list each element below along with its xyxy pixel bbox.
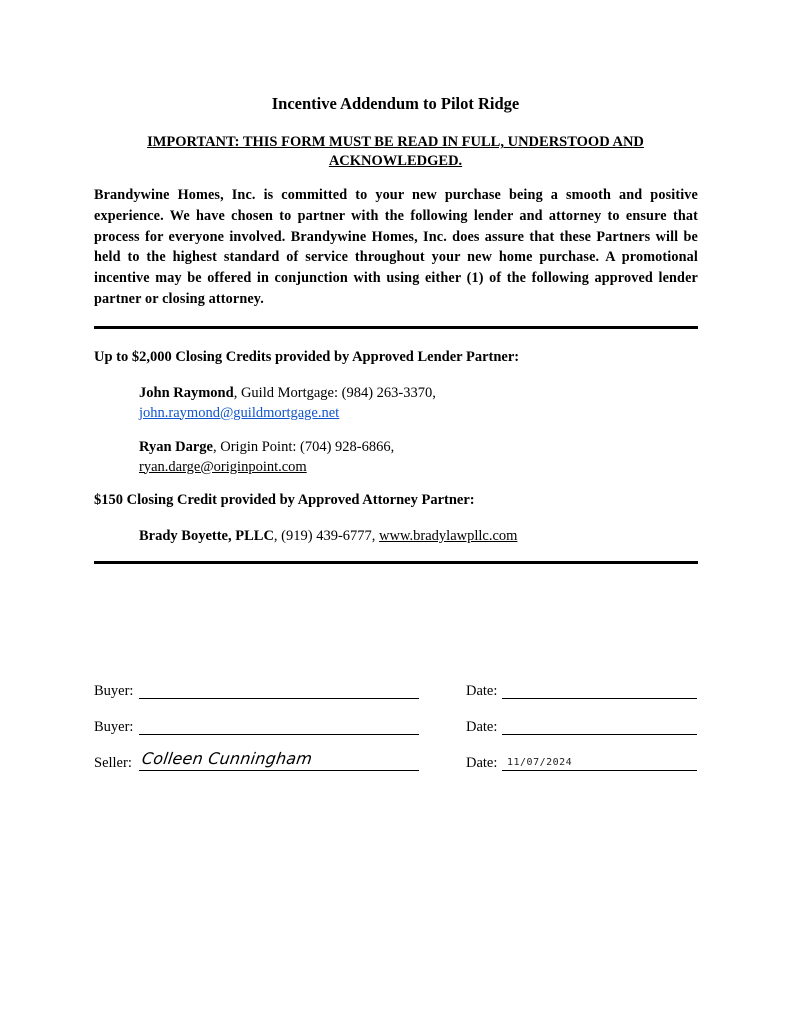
attorney-partner-details: , (919) 439-6777, xyxy=(273,528,380,544)
lender-partner-1-email-link[interactable]: john.raymond@guildmortgage.net xyxy=(139,404,340,421)
seller-signature: Colleen Cunningham xyxy=(140,749,314,768)
buyer-1-date-field[interactable] xyxy=(502,698,697,699)
seller-date-value: 11/07/2024 xyxy=(507,757,573,768)
important-notice xyxy=(110,133,681,171)
divider-bottom xyxy=(94,561,698,564)
important-notice-line-1: IMPORTANT: THIS FORM MUST BE READ IN FULL, UNDERSTOOD AND xyxy=(147,134,644,150)
attorney-partner xyxy=(139,527,517,547)
buyer-1-date-label: Date: xyxy=(466,683,498,699)
lender-partner-2 xyxy=(139,438,394,477)
buyer-2-date-label: Date: xyxy=(466,719,498,735)
intro-paragraph: Brandywine Homes, Inc. is committed to your new purchase being a smooth and positive experience. We have chosen to partner with the following lender and attorney to ensure that process for everyone involved. Brandywine Homes, Inc. does assure that these Partners will be held to the highest standard of service throughout your new home purchase. A promotional incentive may be offered in conjunction with using either (1) of the following approved lender partner or closing attorney. xyxy=(94,187,698,307)
attorney-website-link[interactable]: www.bradylawpllc.com xyxy=(379,528,518,544)
seller-date-label: Date: xyxy=(466,755,498,771)
buyer-2-label: Buyer: xyxy=(94,719,134,735)
buyer-2-date-field[interactable] xyxy=(502,734,697,735)
lender-partner-2-details: , Origin Point: (704) 928-6866, xyxy=(213,439,395,455)
seller-label: Seller: xyxy=(94,755,132,771)
lender-section-heading: Up to $2,000 Closing Credits provided by Approved Lender Partner: xyxy=(94,349,520,365)
lender-partner-1-details: , Guild Mortgage: (984) 263-3370, xyxy=(233,385,436,401)
attorney-partner-name: Brady Boyette, PLLC xyxy=(139,528,274,544)
attorney-section-heading: $150 Closing Credit provided by Approved Attorney Partner: xyxy=(94,492,475,508)
buyer-2-signature-field[interactable] xyxy=(139,734,419,735)
lender-partner-2-email-link[interactable]: ryan.darge@originpoint.com xyxy=(139,458,307,475)
important-notice-line-2: ACKNOWLEDGED. xyxy=(328,153,463,169)
seller-date-field[interactable] xyxy=(502,770,697,771)
lender-partner-1 xyxy=(139,384,436,423)
buyer-1-label: Buyer: xyxy=(94,683,134,699)
divider-top xyxy=(94,326,698,329)
lender-partner-1-name: John Raymond xyxy=(139,385,234,401)
buyer-1-signature-field[interactable] xyxy=(139,698,419,699)
seller-signature-field[interactable] xyxy=(139,770,419,771)
document-title: Incentive Addendum to Pilot Ridge xyxy=(271,94,520,113)
lender-partner-2-name: Ryan Darge xyxy=(139,439,213,455)
